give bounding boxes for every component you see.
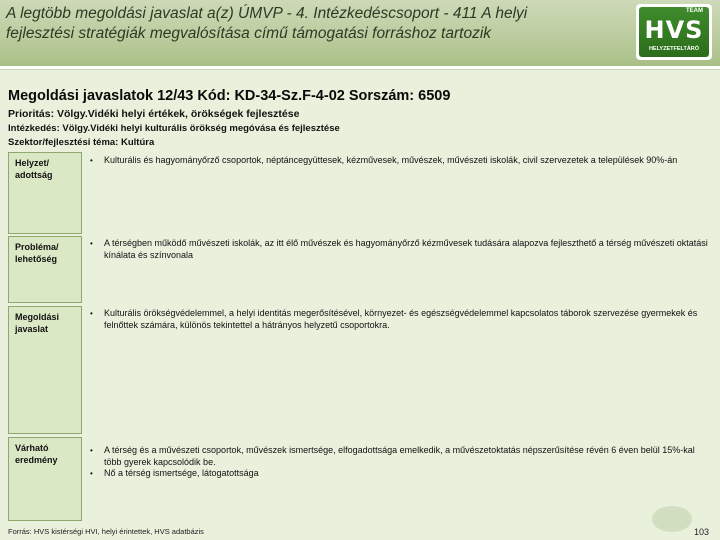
bullet-item — [88, 308, 708, 331]
row-label-line1: Megoldási — [15, 312, 60, 322]
page-title: Megoldási javaslatok 12/43 Kód: KD-34-Sz.F-4-02 Sorszám: 6509 — [8, 88, 451, 104]
hvs-logo-badge — [639, 7, 709, 57]
bullet-text: Kulturális és hagyományőrző csoportok, néptáncegyüttesek, kézművesek, művészek, művészeti iskolák, civil szervezetek a települések 90%-án — [104, 155, 678, 165]
bullet-text: Nő a térség ismertsége, látogatottsága — [104, 468, 259, 478]
header-title — [6, 4, 606, 44]
bullet-item — [88, 468, 708, 480]
bullet-icon: • — [90, 469, 93, 478]
hvs-logo-text: HVS — [644, 16, 704, 44]
bullet-icon: • — [90, 239, 93, 248]
bullet-item — [88, 238, 708, 261]
hvs-logo — [636, 4, 712, 60]
row-label-eredmeny — [8, 437, 82, 521]
priority-line: Prioritás: Völgy.Vidéki helyi értékek, örökségek fejlesztése — [8, 108, 300, 120]
footer-logo-icon — [652, 506, 692, 532]
bullet-text: A térségben működő művészeti iskolák, az itt élő művészek és hagyományőrző kézművesek tudására alapozva fejleszthető a térség művészeti oktatási kínálata és színvonala — [104, 238, 708, 260]
bullet-text: Kulturális örökségvédelemmel, a helyi identitás megerősítésével, környezet- és egészségvédelemmel kapcsolatos táborok szervezése gyermekek és felnőttek számára, különös tekintettel a hátrányos helyzetű csoportokra. — [104, 308, 698, 330]
row-content-eredmeny — [88, 445, 708, 480]
page-number: 103 — [694, 527, 710, 537]
row-label-line2: eredmény — [15, 455, 58, 465]
row-content-problema — [88, 238, 708, 261]
header-divider-shadow — [0, 69, 720, 70]
row-label-megoldas — [8, 306, 82, 434]
bullet-text: A térség és a művészeti csoportok, művészek ismertsége, elfogadottsága emelkedik, a művészetoktatás népszerűsítése révén 6 éven belül 15%-kal több gyerek kapcsolódik be. — [104, 445, 695, 467]
row-label-line2: lehetőség — [15, 254, 58, 264]
bullet-icon: • — [90, 309, 93, 318]
header-title-line1: A legtöbb megoldási javaslat a(z) ÚMVP - 4. Intézkedéscsoport - 411 A helyi — [6, 5, 528, 22]
row-label-helyzet — [8, 152, 82, 234]
bullet-item — [88, 445, 708, 468]
row-label-line1: Helyzet/ — [15, 158, 50, 168]
row-label-line1: Probléma/ — [15, 242, 59, 252]
row-label-line2: adottság — [15, 170, 53, 180]
header-title-line2: fejlesztési stratégiák megvalósítása című támogatási forráshoz tartozik — [6, 25, 492, 42]
bullet-item — [88, 155, 708, 167]
header-banner — [0, 0, 720, 66]
row-content-megoldas — [88, 308, 708, 331]
row-label-line2: javaslat — [15, 324, 49, 334]
sector-line: Szektor/fejlesztési téma: Kultúra — [8, 137, 155, 148]
hvs-logo-subtext: HELYZETFELTÁRÓ — [648, 46, 700, 52]
bullet-icon: • — [90, 156, 93, 165]
measure-line: Intézkedés: Völgy.Vidéki helyi kulturális örökség megóvása és fejlesztése — [8, 123, 340, 134]
row-content-helyzet — [88, 155, 708, 167]
hvs-logo-small-text: TEAM — [686, 8, 703, 14]
row-label-line1: Várható — [15, 443, 49, 453]
row-label-problema — [8, 236, 82, 303]
bullet-icon: • — [90, 446, 93, 455]
source-footer: Forrás: HVS kistérségi HVI, helyi érintettek, HVS adatbázis — [8, 527, 204, 536]
